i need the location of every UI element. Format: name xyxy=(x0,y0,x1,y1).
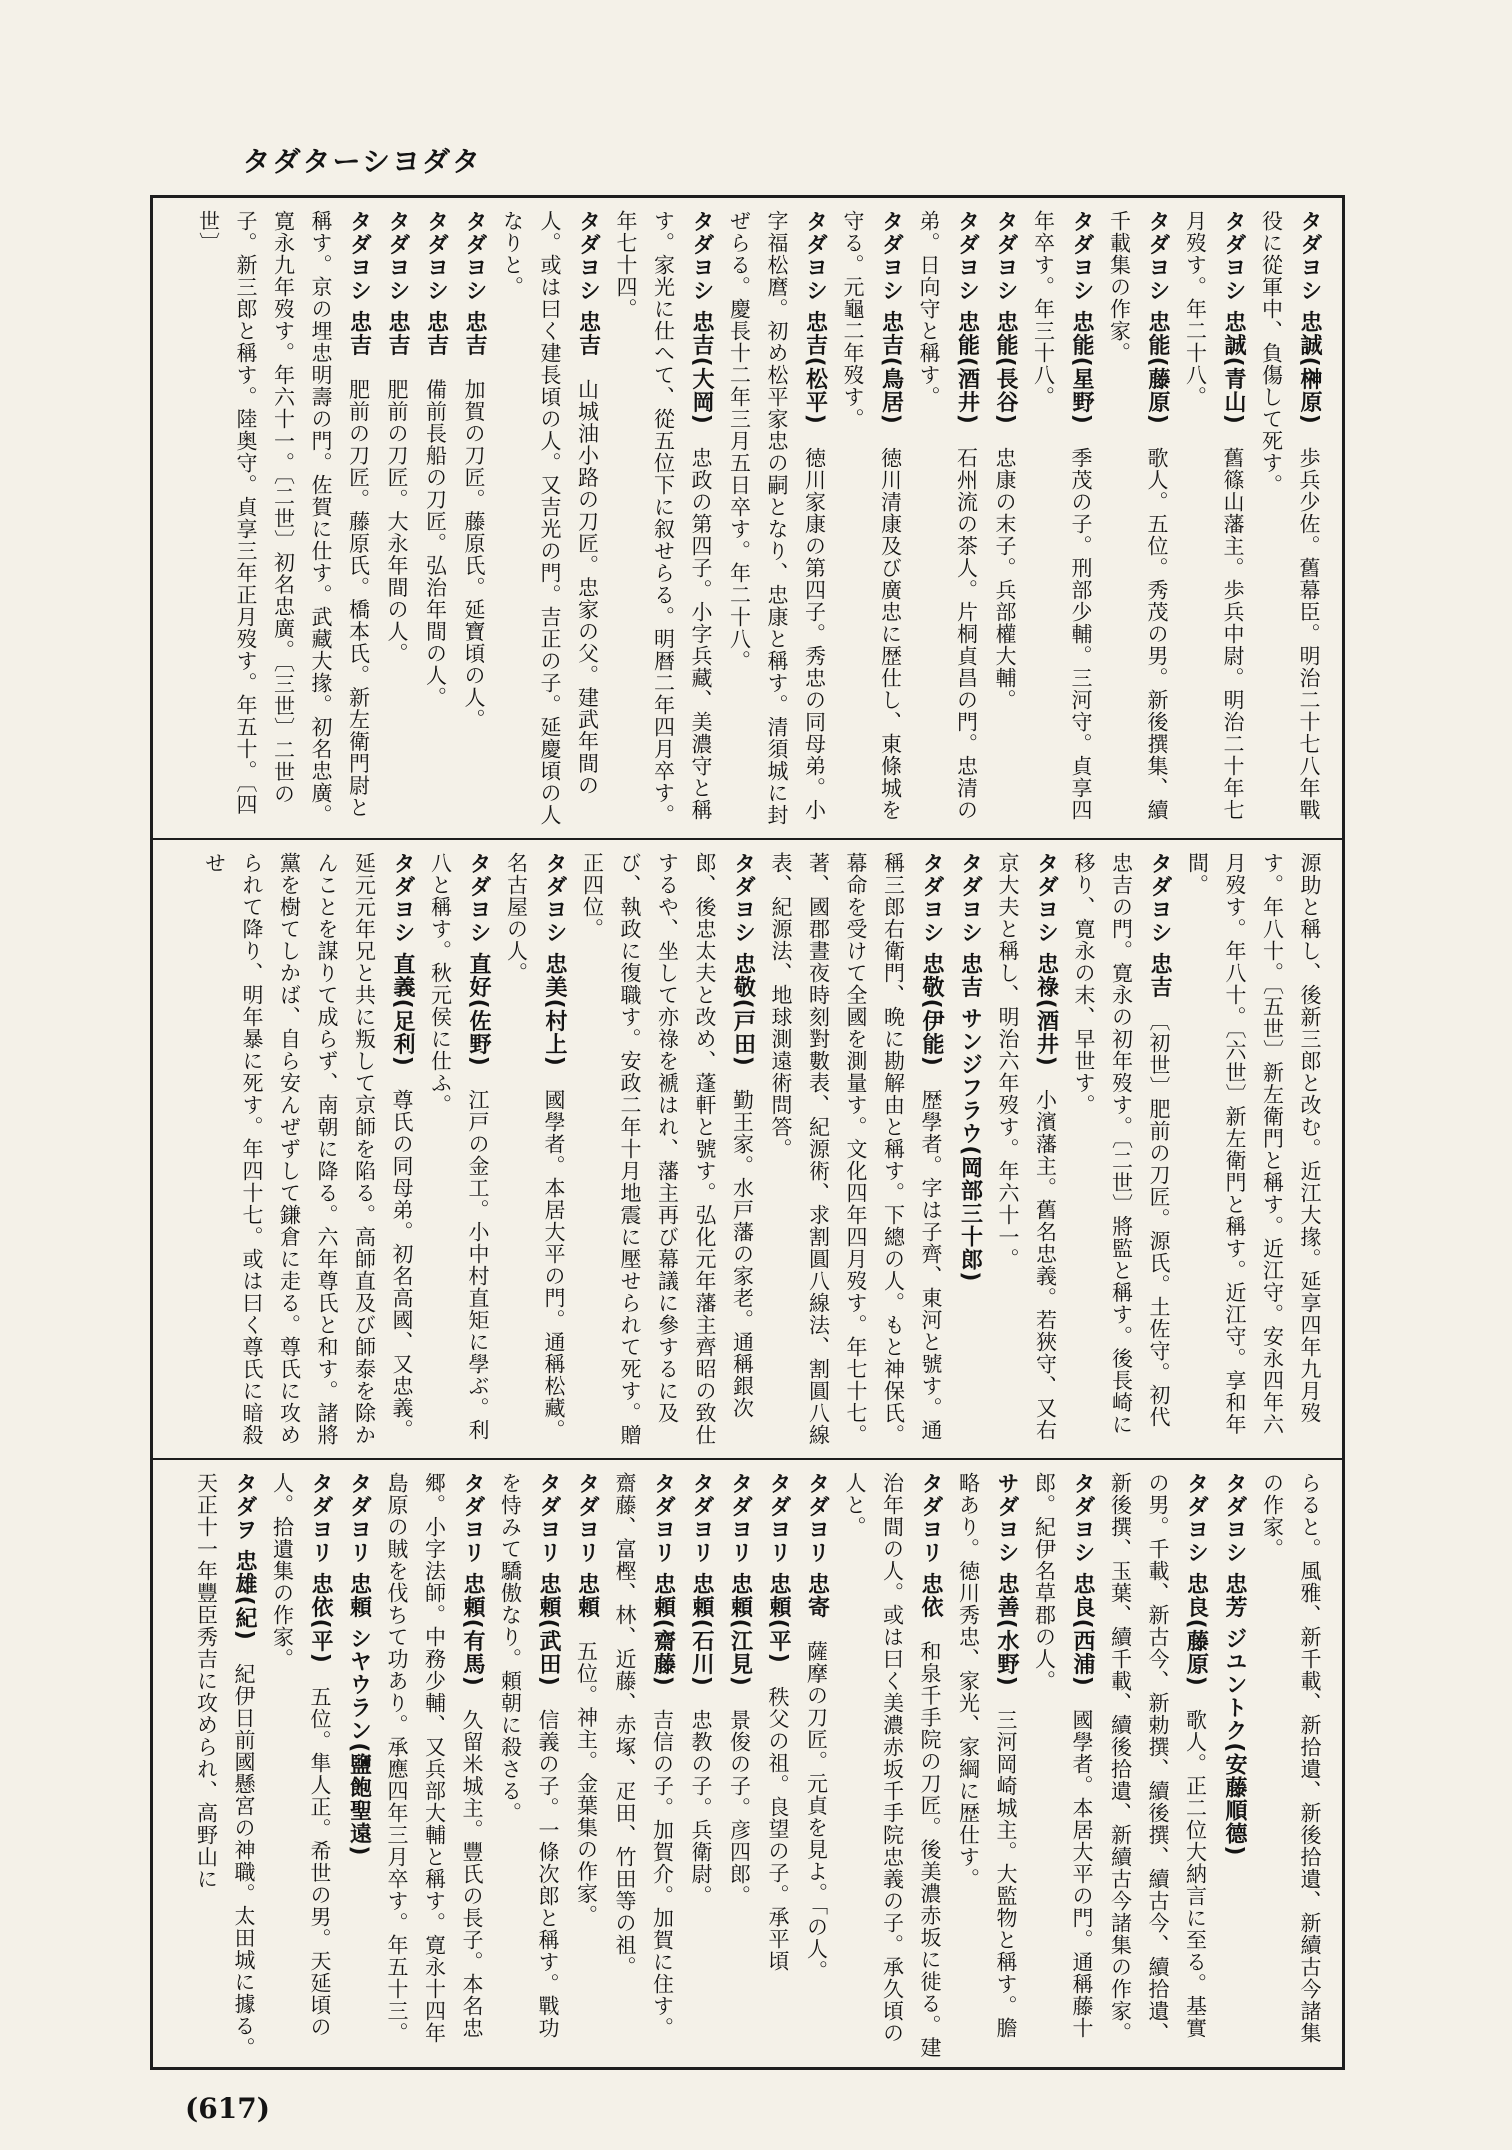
entry-headword: タダヨシ 忠吉(鳥居) xyxy=(878,210,904,425)
entry-headword: タダヨシ 忠吉 xyxy=(385,210,410,357)
dictionary-entry xyxy=(762,852,951,1448)
entry-description: 山城油小路の刀匠。忠家の父。建武年間の人。或は曰く建長頃の人。又吉光の門。吉正の子。延慶頃の人なりと。 xyxy=(500,210,600,826)
dictionary-entry xyxy=(910,210,986,826)
entry-headword: タダヨシ 忠吉 xyxy=(346,210,372,357)
dictionary-entry xyxy=(797,1472,836,2060)
dictionary-entry xyxy=(263,1472,339,2060)
dictionary-entry xyxy=(573,852,762,1448)
dictionary-page-frame xyxy=(150,195,1345,2070)
dictionary-entry xyxy=(720,210,834,826)
entry-description: 忠政の第四子。小字兵藏、美濃守と稱す。家光に仕へて、從五位下に叙せらる。明暦二年四月卒す。年七十四。 xyxy=(614,210,713,826)
entry-headword: タダヨリ 忠依(平) xyxy=(308,1472,333,1664)
entry-headword: タダヨシ 忠能(藤原) xyxy=(1145,210,1170,425)
dictionary-entry xyxy=(1176,210,1252,826)
entry-headword: タダヨリ 忠頼(有馬) xyxy=(460,1472,485,1687)
entry-headword: タダヨリ 忠頼 シヤウラン(鹽飽聖遠) xyxy=(346,1472,372,1857)
entry-headword: タダヨシ 忠誠(青山) xyxy=(1221,210,1246,425)
entry-description: 和泉千手院の刀匠。後美濃赤坂に徙る。建治年間の人。或は曰く美濃赤坂千手院忠義の子。承久頃の人と。 xyxy=(843,1472,942,2059)
entry-headword: タダヨリ 忠頼(平) xyxy=(766,1472,791,1664)
entry-headword: タダヨリ 忠寄 xyxy=(804,1472,830,1619)
entry-headword: タダヨシ 忠吉 xyxy=(423,210,449,357)
dictionary-entry xyxy=(1025,1472,1101,2060)
entry-headword: タダヨシ 忠吉 サンジフラウ(岡部三十郎) xyxy=(957,852,983,1283)
entry-headword: タダヨシ 忠誠(榊原) xyxy=(1297,210,1322,425)
entry-columns xyxy=(167,210,1328,826)
entry-headword: タダヨシ 忠良(西浦) xyxy=(1070,1472,1095,1687)
entry-description: 徳川家康の第四子。秀忠の同母弟。小字福松麿。初め松平家忠の嗣となり、忠康と稱す。清須城に封ぜらる。慶長十二年三月五日卒す。年二十八。 xyxy=(727,210,827,826)
dictionary-entry xyxy=(1065,852,1179,1448)
dictionary-entry xyxy=(1253,1472,1328,2060)
entry-description: 歴學者。字は子齊、東河と號す。通稱三郎右衛門、晩に勘解由と稱す。下總の人。もと神保氏。幕命を受けて全國を測量す。文化四年四月歿す。年七十七。著、國郡晝夜時刻對數表、紀源術、求割圓八線法、割圓八線表、紀源法、地球測遠術問答。 xyxy=(769,852,943,1446)
dictionary-entry xyxy=(455,210,494,826)
entry-description: らると。風雅、新千載、新拾遺、新後拾遺、新續古今諸集の作家。 xyxy=(1260,1472,1322,2044)
entry-description: 忠教の子。兵衛尉。 xyxy=(689,1708,713,1907)
entry-headword: タダヨシ 忠能(星野) xyxy=(1069,210,1094,425)
entry-headword: タダヨシ 忠祿(酒井) xyxy=(1033,852,1059,1067)
entry-description: 忠康の末子。兵部權大輔。 xyxy=(993,446,1017,711)
entry-description: 薩摩の刀匠。元貞を見よ。「の人。 xyxy=(804,1640,829,1983)
entry-description: 江戸の金工。小中村直矩に學ぶ。利八と稱す。秋元侯に仕ふ。 xyxy=(428,852,490,1441)
entry-description: 歩兵少佐。舊幕臣。明治二十七八年戰役に從軍中、負傷して死す。 xyxy=(1259,210,1321,821)
entry-description: 石州流の茶人。片桐貞昌の門。忠清の弟。日向守と稱す。 xyxy=(917,210,979,821)
dictionary-entry xyxy=(607,210,721,826)
entry-headword: タダヲ 忠雄(紀) xyxy=(232,1472,257,1641)
entry-description: 源助と稱し、後新三郎と改む。近江大掾。延享四年九月歿す。年八十。〔五世〕新左衛門と稱す。近江守。安永四年六月歿す。年八十。〔六世〕新左衛門と稱す。近江守。享和年間。 xyxy=(1185,852,1322,1436)
dictionary-entry xyxy=(1215,1472,1254,2060)
entry-description: 紀伊日前國懸宮の神職。太田城に據る。天正十一年豐臣秀吉に攻められ、高野山に xyxy=(194,1472,256,2059)
dictionary-entry xyxy=(339,1472,378,2060)
entry-headword: タダヨリ 忠頼 xyxy=(574,1472,600,1619)
entry-description: 久留米城主。豐氏の長子。本名忠郷。小字法師。中務少輔、又兵部大輔と稱す。寛永十四年島原の賊を伐ちて功あり。承應四年三月卒す。年五十三。 xyxy=(385,1472,484,2044)
page-number: (617) xyxy=(185,2092,270,2125)
entry-headword: タダヨリ 忠依 xyxy=(918,1472,943,1619)
dictionary-entry xyxy=(497,852,573,1448)
dictionary-entry xyxy=(836,1472,950,2060)
entry-headword: タダヨシ 忠吉(松平) xyxy=(802,210,828,425)
entry-headword: タダヨシ 忠良(藤原) xyxy=(1183,1472,1209,1687)
dictionary-entry xyxy=(1024,210,1100,826)
entry-description: 景俊の子。彦四郎。 xyxy=(727,1708,752,1907)
dictionary-entry xyxy=(378,210,417,826)
dictionary-entry xyxy=(1101,1472,1215,2060)
entry-headword: タダヨリ 忠頼(齋藤) xyxy=(650,1472,676,1687)
dictionary-entry xyxy=(416,210,455,826)
entry-columns xyxy=(167,852,1328,1448)
entry-description: 歌人。正二位大納言に至る。基實の男。千載、新古今、新勅撰、續後撰、續古今、續拾遺、新後撰、玉葉、續千載、續後拾遺、新續古今諸集の作家。 xyxy=(1108,1472,1208,2044)
entry-description: 吉信の子。加賀介。加賀に住す。齋藤、富樫、林、近藤、赤塚、疋田、竹田等の祖。 xyxy=(613,1472,675,2039)
entry-description: 加賀の刀匠。藤原氏。延寶頃の人。 xyxy=(462,378,486,731)
dictionary-entry xyxy=(493,210,607,826)
entry-description: 季茂の子。刑部少輔。三河守。貞享四年卒す。年三十八。 xyxy=(1031,210,1093,821)
dictionary-entry xyxy=(834,210,910,826)
entry-headword: タダヨシ 忠吉 xyxy=(462,210,487,357)
entry-headword: タダヨシ 忠能(長谷) xyxy=(993,210,1018,425)
dictionary-entry xyxy=(187,1472,263,2060)
entry-description: 肥前の刀匠。藤原氏。橋本氏。新左衛門尉と稱す。京の埋忠明壽の門。佐賀に仕す。武藏大掾。初名忠廣。寛永九年歿す。年六十一。〔二世〕初名忠廣。〔三世〕二世の子。新三郎と稱す。陸奥守。貞享三年正月歿す。年五十。〔四世〕 xyxy=(196,210,371,826)
entry-description: 舊篠山藩主。歩兵中尉。明治二十年七月歿す。年二十八。 xyxy=(1183,210,1245,821)
entry-description: 備前長船の刀匠。弘治年間の人。 xyxy=(423,378,448,709)
dictionary-entry xyxy=(189,210,378,826)
dictionary-entry xyxy=(1100,210,1176,826)
dictionary-entry xyxy=(1178,852,1328,1448)
entry-description: 五位。神主。金葉集の作家。 xyxy=(574,1640,599,1927)
entry-description: 國學者。本居大平の門。通稱松藏。名古屋の人。 xyxy=(504,852,566,1441)
dictionary-entry xyxy=(606,1472,682,2060)
entry-headword: タダヨシ 忠吉(大岡) xyxy=(689,210,714,425)
dictionary-entry xyxy=(759,1472,798,2060)
entry-description: 小濱藩主。舊名忠義。若狹守、又右京大夫と稱し、明治六年歿す。年六十一。 xyxy=(996,852,1058,1441)
entry-description: 三河岡崎城主。大監物と稱す。膽略あり。徳川秀忠、家光、家綱に歴仕す。 xyxy=(956,1472,1018,2039)
entry-headword: タダヨリ 忠頼(石川) xyxy=(689,1472,714,1687)
dictionary-entry xyxy=(378,1472,492,2060)
entry-columns xyxy=(167,1472,1328,2060)
entry-headword: タダヨリ 忠頼(武田) xyxy=(536,1472,561,1687)
entry-description: 尊氏の同母弟。初名高國、又忠義。延元元年兄と共に叛して京師を陷る。高師直及び師泰を除かんことを謀りて成らず、南朝に降る。六年尊氏と和す。諸將黨を樹てしかば、自ら安んぜずして鎌倉に走る。尊氏に攻められて降り、明年暴に死す。年四十七。或は曰く尊氏に暗殺せ xyxy=(202,852,414,1446)
section-top xyxy=(153,198,1342,838)
dictionary-entry xyxy=(195,852,421,1448)
entry-description: 〔初世〕肥前の刀匠。源氏。土佐守。初代忠吉の門。寛永の初年歿す。〔二世〕將監と稱す。後長崎に移り、寛永の末、早世す。 xyxy=(1072,852,1171,1436)
section-middle xyxy=(153,838,1342,1460)
entry-headword: タダヨシ 忠能(酒井) xyxy=(954,210,980,425)
dictionary-entry xyxy=(491,1472,567,2060)
entry-description: 肥前の刀匠。大永年間の人。 xyxy=(385,378,409,665)
entry-description: 秩父の祖。良望の子。承平頃 xyxy=(766,1685,790,1972)
section-bottom xyxy=(153,1458,1342,2072)
entry-description: 國學者。本居大平の門。通稱藤十郎。紀伊名草郡の人。 xyxy=(1032,1472,1094,2039)
entry-headword: タダヨシ 忠敬(伊能) xyxy=(919,852,944,1067)
entry-description: 五位。隼人正。希世の男。天延頃の人。拾遺集の作家。 xyxy=(270,1472,332,2038)
entry-headword: タダヨシ 忠敬(戸田) xyxy=(730,852,756,1067)
entry-headword: タダヨシ 直義(足利) xyxy=(390,852,415,1067)
entry-headword: タダヨシ 直好(佐野) xyxy=(466,852,491,1067)
entry-description: 歌人。五位。秀茂の男。新後撰集、續千載集の作家。 xyxy=(1107,210,1169,821)
dictionary-entry xyxy=(682,1472,721,2060)
entry-headword: タダヨリ 忠頼(江見) xyxy=(727,1472,753,1687)
entry-headword: タダヨシ 忠芳 ジユントク(安藤順德) xyxy=(1222,1472,1247,1857)
entry-description: 信義の子。一條次郎と稱す。戰功を恃みて驕傲なり。頼朝に殺さる。 xyxy=(498,1472,560,2039)
entry-description: 徳川清康及び廣忠に歴仕し、東條城を守る。元龜二年歿す。 xyxy=(841,210,903,821)
dictionary-entry xyxy=(567,1472,606,2060)
entry-headword: タダヨシ 忠吉 xyxy=(1147,852,1172,999)
entry-headword: タダヨシ 忠美(村上) xyxy=(542,852,567,1067)
dictionary-entry xyxy=(949,1472,1025,2060)
page-header-guide: タダターシヨダタ xyxy=(242,145,482,178)
dictionary-entry xyxy=(720,1472,759,2060)
entry-headword: タダヨシ 忠吉 xyxy=(575,210,601,357)
entry-headword: サダヨシ 忠善(水野) xyxy=(994,1472,1019,1687)
dictionary-entry xyxy=(989,852,1065,1448)
dictionary-entry xyxy=(986,210,1025,826)
dictionary-entry xyxy=(950,852,989,1448)
dictionary-entry xyxy=(1252,210,1328,826)
entry-description: 勤王家。水戸藩の家老。通稱銀次郎、後忠太夫と改め、蓬軒と號す。弘化元年藩主齊昭の致仕するや、坐して亦祿を褫はれ、藩主再び幕議に參するに及び、執政に復職す。安政二年十月地震に壓せられて死す。贈正四位。 xyxy=(580,852,755,1446)
dictionary-entry xyxy=(421,852,497,1448)
